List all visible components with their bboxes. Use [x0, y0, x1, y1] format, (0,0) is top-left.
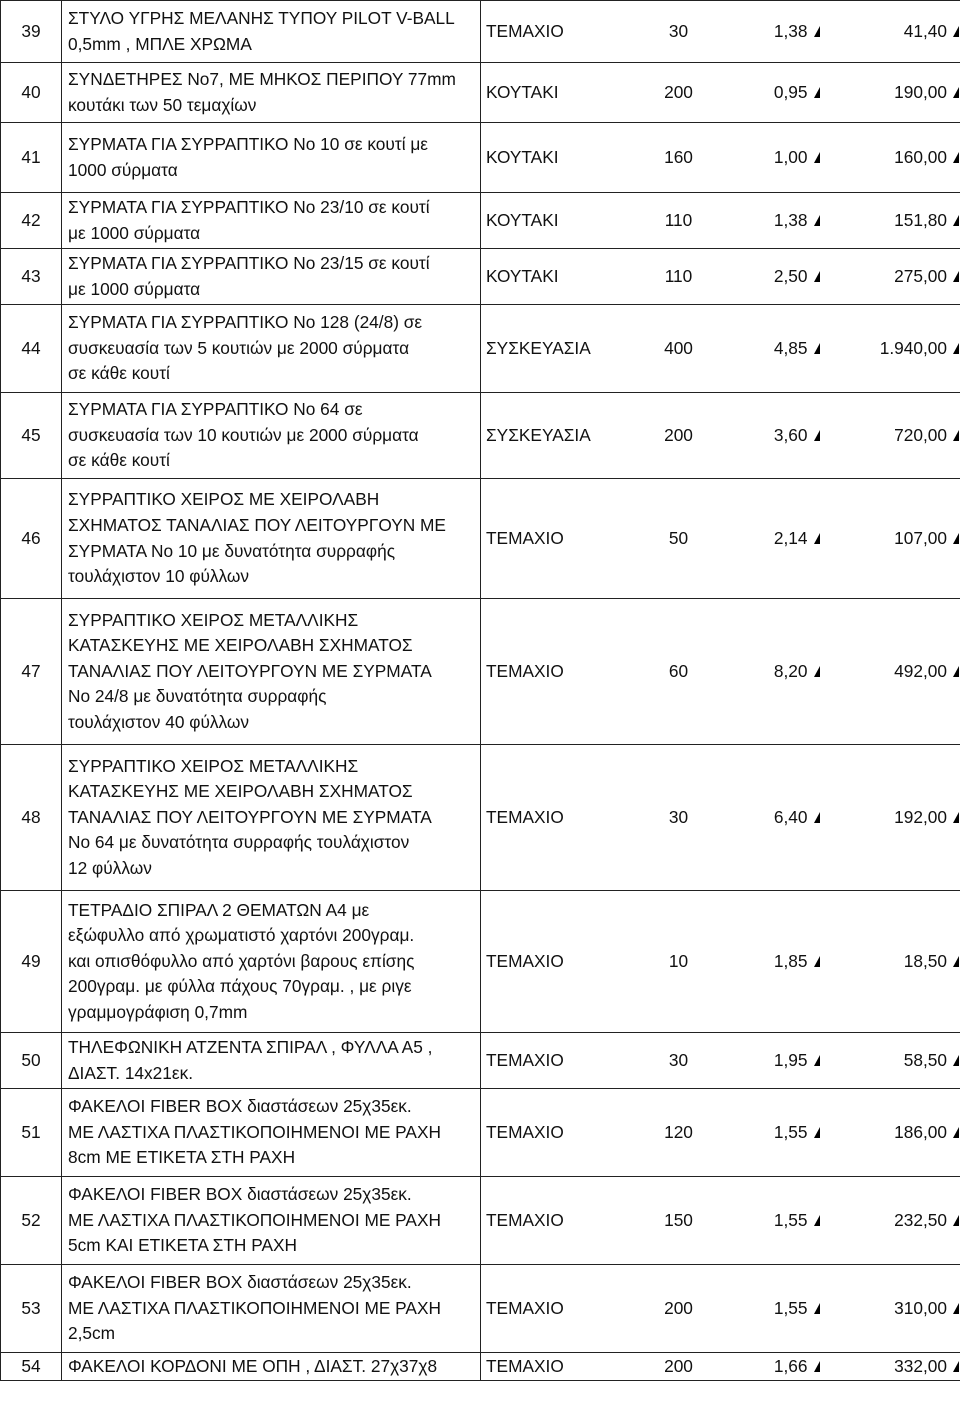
currency-marker-icon [953, 343, 959, 354]
total-value: 18,50 [903, 950, 947, 971]
item-total [821, 891, 960, 1033]
item-description [62, 891, 481, 1033]
item-quantity: 10 [631, 891, 727, 1033]
item-unit-price [727, 305, 821, 393]
total-value: 232,50 [894, 1209, 947, 1230]
description-line: ΔΙΑΣΤ. 14x21εκ. [68, 1062, 194, 1083]
currency-marker-icon [814, 812, 820, 823]
item-total [821, 193, 960, 249]
item-total [821, 745, 960, 891]
item-number: 48 [1, 745, 62, 891]
description-line: ΣΥΡΡΑΠΤΙΚΟ ΧΕΙΡΟΣ ΜΕΤΑΛΛΙΚΗΣ [68, 755, 359, 776]
description-line: ΚΑΤΑΣΚΕΥΗΣ ΜΕ ΧΕΙΡΟΛΑΒΗ ΣΧΗΜΑΤΟΣ [68, 781, 413, 802]
currency-marker-icon [953, 271, 959, 282]
total-value: 41,40 [903, 20, 947, 41]
item-total [821, 249, 960, 305]
currency-marker-icon [953, 26, 959, 37]
item-total [821, 1177, 960, 1265]
description-line: ΣΥΡΡΑΠΤΙΚΟ ΧΕΙΡΟΣ ΜΕΤΑΛΛΙΚΗΣ [68, 609, 359, 630]
item-description [62, 745, 481, 891]
description-line: ΜΕ ΛΑΣΤΙΧΑ ΠΛΑΣΤΙΚΟΠΟΙΗΜΕΝΟΙ ΜΕ ΡΑΧΗ [68, 1121, 441, 1142]
total-value: 190,00 [894, 81, 947, 102]
currency-marker-icon [814, 1303, 820, 1314]
description-line: ΦΑΚΕΛΟΙ FIBER BOX διαστάσεων 25χ35εκ. [68, 1096, 412, 1117]
description-line: ΦΑΚΕΛΟΙ FIBER BOX διαστάσεων 25χ35εκ. [68, 1272, 412, 1293]
item-total [821, 1033, 960, 1089]
total-value: 332,00 [894, 1355, 947, 1376]
item-description [62, 1177, 481, 1265]
table-row [1, 1033, 960, 1089]
item-number: 41 [1, 123, 62, 193]
table-row [1, 63, 960, 123]
currency-marker-icon [953, 666, 959, 677]
unit-price-value: 1,55 [773, 1209, 808, 1230]
item-quantity: 60 [631, 599, 727, 745]
item-unit-price [727, 745, 821, 891]
item-unit-price [727, 599, 821, 745]
description-line: σε κάθε κουτί [68, 363, 170, 384]
total-value: 58,50 [903, 1049, 947, 1070]
table-row [1, 1353, 960, 1381]
description-line: γραμμογράφιση 0,7mm [68, 1001, 248, 1022]
unit-price-value: 1,38 [773, 209, 808, 230]
item-total [821, 1089, 960, 1177]
description-line: τουλάχιστον 40 φύλλων [68, 711, 250, 732]
item-quantity: 110 [631, 193, 727, 249]
item-unit: ΤΕΜΑΧΙΟ [481, 1033, 631, 1089]
currency-marker-icon [814, 956, 820, 967]
item-quantity: 150 [631, 1177, 727, 1265]
item-description [62, 305, 481, 393]
description-line: ΣΧΗΜΑΤΟΣ ΤΑΝΑΛΙΑΣ ΠΟΥ ΛΕΙΤΟΥΡΓΟΥΝ ΜΕ [68, 514, 446, 535]
currency-marker-icon [814, 343, 820, 354]
description-line: συσκευασία των 5 κουτιών με 2000 σύρματα [68, 337, 410, 358]
description-line: Νο 64 με δυνατότητα συρραφής τουλάχιστον [68, 832, 410, 853]
description-line: με 1000 σύρματα [68, 278, 201, 299]
item-description [62, 599, 481, 745]
item-unit: ΤΕΜΑΧΙΟ [481, 891, 631, 1033]
item-total [821, 123, 960, 193]
item-quantity: 200 [631, 393, 727, 479]
currency-marker-icon [953, 152, 959, 163]
item-unit: ΣΥΣΚΕΥΑΣΙΑ [481, 305, 631, 393]
item-number: 50 [1, 1033, 62, 1089]
table-row [1, 479, 960, 599]
item-quantity: 200 [631, 1353, 727, 1381]
item-quantity: 160 [631, 123, 727, 193]
item-quantity: 400 [631, 305, 727, 393]
description-line: ΤΕΤΡΑΔΙΟ ΣΠΙΡΑΛ 2 ΘΕΜΑΤΩΝ Α4 με [68, 899, 370, 920]
currency-marker-icon [953, 956, 959, 967]
table-row [1, 193, 960, 249]
description-line: ΣΥΝΔΕΤΗΡΕΣ Νο7, ΜΕ ΜΗΚΟΣ ΠΕΡΙΠΟΥ 77mm [68, 68, 456, 89]
total-value: 310,00 [894, 1297, 947, 1318]
item-description [62, 63, 481, 123]
item-number: 54 [1, 1353, 62, 1381]
description-line: με 1000 σύρματα [68, 222, 201, 243]
total-value: 160,00 [894, 146, 947, 167]
unit-price-value: 1,66 [773, 1355, 808, 1376]
unit-price-value: 1,55 [773, 1297, 808, 1318]
table-row [1, 599, 960, 745]
item-number: 44 [1, 305, 62, 393]
unit-price-value: 1,85 [773, 950, 808, 971]
total-value: 192,00 [894, 806, 947, 827]
item-unit: ΤΕΜΑΧΙΟ [481, 1, 631, 63]
table-row [1, 249, 960, 305]
unit-price-value: 1,00 [773, 146, 808, 167]
description-line: 8cm ΜΕ ΕΤΙΚΕΤΑ ΣΤΗ ΡΑΧΗ [68, 1147, 296, 1168]
currency-marker-icon [953, 430, 959, 441]
item-number: 51 [1, 1089, 62, 1177]
description-line: τουλάχιστον 10 φύλλων [68, 566, 250, 587]
table-row [1, 1089, 960, 1177]
item-number: 45 [1, 393, 62, 479]
description-line: ΜΕ ΛΑΣΤΙΧΑ ΠΛΑΣΤΙΚΟΠΟΙΗΜΕΝΟΙ ΜΕ ΡΑΧΗ [68, 1297, 441, 1318]
currency-marker-icon [814, 666, 820, 677]
item-total [821, 599, 960, 745]
description-line: ΚΑΤΑΣΚΕΥΗΣ ΜΕ ΧΕΙΡΟΛΑΒΗ ΣΧΗΜΑΤΟΣ [68, 635, 413, 656]
item-quantity: 50 [631, 479, 727, 599]
table-row [1, 745, 960, 891]
item-description [62, 193, 481, 249]
unit-price-value: 0,95 [773, 81, 808, 102]
unit-price-value: 1,95 [773, 1049, 808, 1070]
item-unit: ΤΕΜΑΧΙΟ [481, 745, 631, 891]
item-unit: ΤΕΜΑΧΙΟ [481, 1089, 631, 1177]
item-unit: ΚΟΥΤΑΚΙ [481, 249, 631, 305]
description-line: 12 φύλλων [68, 857, 152, 878]
currency-marker-icon [953, 1215, 959, 1226]
currency-marker-icon [953, 1055, 959, 1066]
item-unit-price [727, 249, 821, 305]
unit-price-value: 1,55 [773, 1121, 808, 1142]
description-line: ΣΥΡΜΑΤΑ ΓΙΑ ΣΥΡΡΑΠΤΙΚΟ Νο 64 σε [68, 399, 363, 420]
item-quantity: 120 [631, 1089, 727, 1177]
item-description [62, 123, 481, 193]
total-value: 275,00 [894, 265, 947, 286]
item-unit: ΤΕΜΑΧΙΟ [481, 479, 631, 599]
item-unit-price [727, 1, 821, 63]
description-line: ΤΑΝΑΛΙΑΣ ΠΟΥ ΛΕΙΤΟΥΡΓΟΥΝ ΜΕ ΣΥΡΜΑΤΑ [68, 806, 432, 827]
description-line: ΦΑΚΕΛΟΙ FIBER BOX διαστάσεων 25χ35εκ. [68, 1184, 412, 1205]
currency-marker-icon [953, 215, 959, 226]
table-row [1, 891, 960, 1033]
item-quantity: 30 [631, 1, 727, 63]
item-description [62, 249, 481, 305]
item-unit: ΚΟΥΤΑΚΙ [481, 123, 631, 193]
item-number: 49 [1, 891, 62, 1033]
item-unit: ΤΕΜΑΧΙΟ [481, 1265, 631, 1353]
total-value: 1.940,00 [879, 337, 947, 358]
item-number: 53 [1, 1265, 62, 1353]
table-row [1, 1177, 960, 1265]
description-line: και οπισθόφυλλο από χαρτόνι βαρους επίσης [68, 950, 415, 971]
item-total [821, 1353, 960, 1381]
description-line: Νο 24/8 με δυνατότητα συρραφής [68, 686, 327, 707]
item-number: 47 [1, 599, 62, 745]
table-row [1, 393, 960, 479]
currency-marker-icon [814, 1361, 820, 1372]
total-value: 492,00 [894, 660, 947, 681]
item-description [62, 1089, 481, 1177]
item-unit-price [727, 123, 821, 193]
item-unit-price [727, 193, 821, 249]
currency-marker-icon [953, 533, 959, 544]
description-line: ΤΗΛΕΦΩΝΙΚΗ ΑΤΖΕΝΤΑ ΣΠΙΡΑΛ , ΦΥΛΛΑ Α5 , [68, 1036, 433, 1057]
item-unit: ΤΕΜΑΧΙΟ [481, 1353, 631, 1381]
item-unit-price [727, 891, 821, 1033]
table-row [1, 305, 960, 393]
item-unit: ΚΟΥΤΑΚΙ [481, 63, 631, 123]
description-line: συσκευασία των 10 κουτιών με 2000 σύρματα [68, 424, 419, 445]
item-description [62, 1265, 481, 1353]
item-quantity: 200 [631, 1265, 727, 1353]
currency-marker-icon [953, 1361, 959, 1372]
description-line: ΣΥΡΜΑΤΑ ΓΙΑ ΣΥΡΡΑΠΤΙΚΟ Νο 23/15 σε κουτί [68, 252, 430, 273]
item-unit-price [727, 1177, 821, 1265]
description-line: 0,5mm , ΜΠΛΕ ΧΡΩΜΑ [68, 33, 252, 54]
table-row [1, 1, 960, 63]
currency-marker-icon [953, 1303, 959, 1314]
description-line: ΣΥΡΜΑΤΑ ΓΙΑ ΣΥΡΡΑΠΤΙΚΟ Νο 23/10 σε κουτί [68, 196, 430, 217]
item-quantity: 200 [631, 63, 727, 123]
unit-price-value: 1,38 [773, 20, 808, 41]
description-line: εξώφυλλο από χρωματιστό χαρτόνι 200γραμ. [68, 925, 415, 946]
item-total [821, 393, 960, 479]
description-line: ΣΥΡΜΑΤΑ ΓΙΑ ΣΥΡΡΑΠΤΙΚΟ Νο 10 σε κουτί με [68, 133, 429, 154]
description-line: 2,5cm [68, 1323, 116, 1344]
currency-marker-icon [814, 87, 820, 98]
item-total [821, 1265, 960, 1353]
item-unit-price [727, 393, 821, 479]
currency-marker-icon [814, 1215, 820, 1226]
currency-marker-icon [814, 271, 820, 282]
item-unit: ΤΕΜΑΧΙΟ [481, 599, 631, 745]
item-quantity: 110 [631, 249, 727, 305]
currency-marker-icon [953, 812, 959, 823]
item-description [62, 479, 481, 599]
item-description [62, 393, 481, 479]
item-number: 40 [1, 63, 62, 123]
unit-price-value: 2,14 [773, 527, 808, 548]
item-unit-price [727, 1353, 821, 1381]
description-line: σε κάθε κουτί [68, 450, 170, 471]
currency-marker-icon [814, 215, 820, 226]
description-line: ΦΑΚΕΛΟΙ ΚΟΡΔΟΝΙ ΜΕ ΟΠΗ , ΔΙΑΣΤ. 27χ37χ8 [68, 1355, 438, 1376]
item-unit-price [727, 479, 821, 599]
currency-marker-icon [814, 26, 820, 37]
table-row [1, 123, 960, 193]
unit-price-value: 8,20 [773, 660, 808, 681]
currency-marker-icon [953, 1127, 959, 1138]
item-quantity: 30 [631, 1033, 727, 1089]
description-line: ΣΥΡΡΑΠΤΙΚΟ ΧΕΙΡΟΣ ΜΕ ΧΕΙΡΟΛΑΒΗ [68, 489, 380, 510]
item-number: 39 [1, 1, 62, 63]
description-line: ΣΥΡΜΑΤΑ ΓΙΑ ΣΥΡΡΑΠΤΙΚΟ Νο 128 (24/8) σε [68, 312, 423, 333]
price-table-body [1, 1, 960, 1381]
item-unit-price [727, 1089, 821, 1177]
item-description [62, 1, 481, 63]
description-line: ΣΤΥΛΟ ΥΓΡΗΣ ΜΕΛΑΝΗΣ ΤΥΠΟΥ PILOT V-BALL [68, 7, 455, 28]
currency-marker-icon [814, 533, 820, 544]
item-quantity: 30 [631, 745, 727, 891]
item-total [821, 305, 960, 393]
item-total [821, 479, 960, 599]
table-row [1, 1265, 960, 1353]
description-line: ΜΕ ΛΑΣΤΙΧΑ ΠΛΑΣΤΙΚΟΠΟΙΗΜΕΝΟΙ ΜΕ ΡΑΧΗ [68, 1209, 441, 1230]
item-number: 52 [1, 1177, 62, 1265]
description-line: ΤΑΝΑΛΙΑΣ ΠΟΥ ΛΕΙΤΟΥΡΓΟΥΝ ΜΕ ΣΥΡΜΑΤΑ [68, 660, 432, 681]
item-number: 43 [1, 249, 62, 305]
unit-price-value: 6,40 [773, 806, 808, 827]
description-line: 5cm ΚΑΙ ΕΤΙΚΕΤΑ ΣΤΗ ΡΑΧΗ [68, 1235, 297, 1256]
description-line: 1000 σύρματα [68, 159, 178, 180]
item-description [62, 1353, 481, 1381]
item-unit: ΤΕΜΑΧΙΟ [481, 1177, 631, 1265]
item-unit: ΚΟΥΤΑΚΙ [481, 193, 631, 249]
currency-marker-icon [814, 1127, 820, 1138]
unit-price-value: 4,85 [773, 337, 808, 358]
item-number: 42 [1, 193, 62, 249]
total-value: 720,00 [894, 424, 947, 445]
unit-price-value: 2,50 [773, 265, 808, 286]
currency-marker-icon [814, 430, 820, 441]
total-value: 151,80 [894, 209, 947, 230]
item-number: 46 [1, 479, 62, 599]
currency-marker-icon [814, 152, 820, 163]
item-unit: ΣΥΣΚΕΥΑΣΙΑ [481, 393, 631, 479]
total-value: 186,00 [894, 1121, 947, 1142]
description-line: κουτάκι των 50 τεμαχίων [68, 94, 257, 115]
currency-marker-icon [814, 1055, 820, 1066]
item-description [62, 1033, 481, 1089]
total-value: 107,00 [894, 527, 947, 548]
currency-marker-icon [953, 87, 959, 98]
description-line: ΣΥΡΜΑΤΑ Νο 10 με δυνατότητα συρραφής [68, 540, 396, 561]
description-line: 200γραμ. με φύλλα πάχους 70γραμ. , με ριγε [68, 976, 412, 997]
item-unit-price [727, 63, 821, 123]
item-unit-price [727, 1033, 821, 1089]
item-total [821, 1, 960, 63]
item-unit-price [727, 1265, 821, 1353]
item-total [821, 63, 960, 123]
unit-price-value: 3,60 [773, 424, 808, 445]
